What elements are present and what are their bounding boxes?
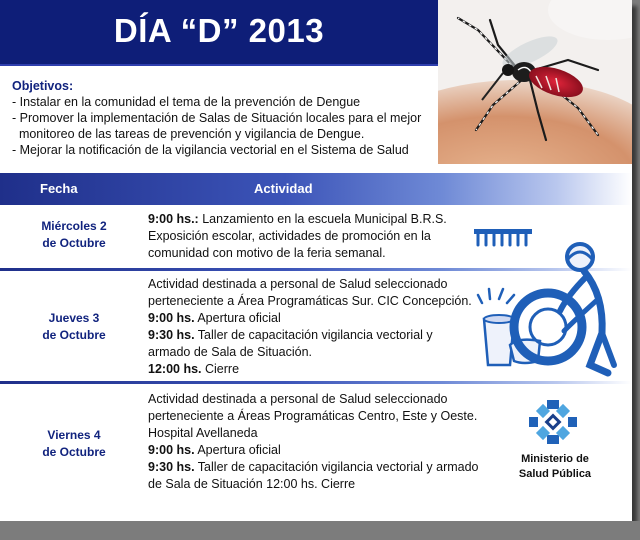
activity-line <box>148 327 478 344</box>
objetivo-item: - Instalar en la comunidad el tema de la prevención de Dengue <box>12 95 361 109</box>
mosquito-photo <box>438 0 632 164</box>
ministerio-line1: Ministerio de <box>521 453 589 465</box>
activity-time: 9:30 hs. <box>148 460 195 474</box>
activity-line <box>148 459 478 476</box>
activity-line <box>148 293 478 310</box>
activity-text: de Sala de Situación 12:00 hs. Cierre <box>148 477 356 491</box>
ministerio-logo-icon <box>526 398 580 446</box>
date-month: de Octubre <box>42 445 106 459</box>
date-month: de Octubre <box>42 236 106 250</box>
row-activity <box>148 276 478 378</box>
row-activity <box>148 211 478 262</box>
activity-text: Taller de capacitación vigilancia vectorial y <box>194 328 433 342</box>
activity-text: Apertura oficial <box>194 443 281 457</box>
row-date <box>8 310 140 344</box>
activity-time: 9:00 hs.: <box>148 212 199 226</box>
activity-time: 9:00 hs. <box>148 443 195 457</box>
activity-time: 9:00 hs. <box>148 311 195 325</box>
activity-line <box>148 228 478 245</box>
activity-text: Actividad destinada a personal de Salud seleccionado <box>148 392 448 406</box>
activity-line <box>148 245 478 262</box>
objetivo-item: monitoreo de las tareas de prevención y vigilancia de Dengue. <box>12 127 365 141</box>
ministerio-label <box>500 452 610 482</box>
activity-text: Actividad destinada a personal de Salud seleccionado <box>148 277 448 291</box>
worker-illustration <box>472 215 618 380</box>
ministerio-line2: Salud Pública <box>518 468 592 480</box>
table-header <box>0 173 632 205</box>
activity-line <box>148 361 478 378</box>
column-header-actividad: Actividad <box>254 181 313 196</box>
activity-text: Cierre <box>201 362 240 376</box>
row-divider <box>0 381 632 384</box>
row-date <box>8 427 140 461</box>
bottom-shadow-area <box>0 521 640 540</box>
activity-line <box>148 442 478 459</box>
activity-line <box>148 211 478 228</box>
row-date <box>8 218 140 252</box>
activity-text: comunidad con motivo de la feria semanal. <box>148 246 386 260</box>
activity-line <box>148 391 478 408</box>
date-day: Miércoles 2 <box>41 219 107 233</box>
activity-text: Exposición escolar, actividades de promoción en la <box>148 229 431 243</box>
activity-line <box>148 408 478 425</box>
activity-line <box>148 425 478 442</box>
header-bar <box>0 0 438 64</box>
activity-time: 9:30 hs. <box>148 328 195 342</box>
activity-text: perteneciente a Área Programáticas Sur. CIC Concepción. <box>148 294 472 308</box>
date-day: Viernes 4 <box>47 428 101 442</box>
objetivos-title: Objetivos: <box>12 79 74 93</box>
activity-line <box>148 344 478 361</box>
activity-time: 12:00 hs. <box>148 362 202 376</box>
activity-text: perteneciente a Áreas Programáticas Centro, Este y Oeste. <box>148 409 478 423</box>
objetivo-item: - Mejorar la notificación de la vigilancia vectorial en el Sistema de Salud <box>12 143 409 157</box>
activity-text: armado de Sala de Situación. <box>148 345 312 359</box>
date-month: de Octubre <box>42 328 106 342</box>
activity-line <box>148 276 478 293</box>
header-divider <box>0 64 438 66</box>
activity-text: Taller de capacitación vigilancia vectorial y armado <box>194 460 479 474</box>
objetivos-section <box>12 78 432 158</box>
row-activity <box>148 391 478 493</box>
activity-line <box>148 310 478 327</box>
column-header-fecha: Fecha <box>40 181 78 196</box>
activity-text: Apertura oficial <box>194 311 281 325</box>
activity-line <box>148 476 478 493</box>
date-day: Jueves 3 <box>48 311 100 325</box>
page-title: DÍA “D” 2013 <box>113 12 325 49</box>
objetivo-item: - Promover la implementación de Salas de Situación locales para el mejor <box>12 111 422 125</box>
activity-text: Hospital Avellaneda <box>148 426 258 440</box>
activity-text: Lanzamiento en la escuela Municipal B.R.S. <box>198 212 447 226</box>
